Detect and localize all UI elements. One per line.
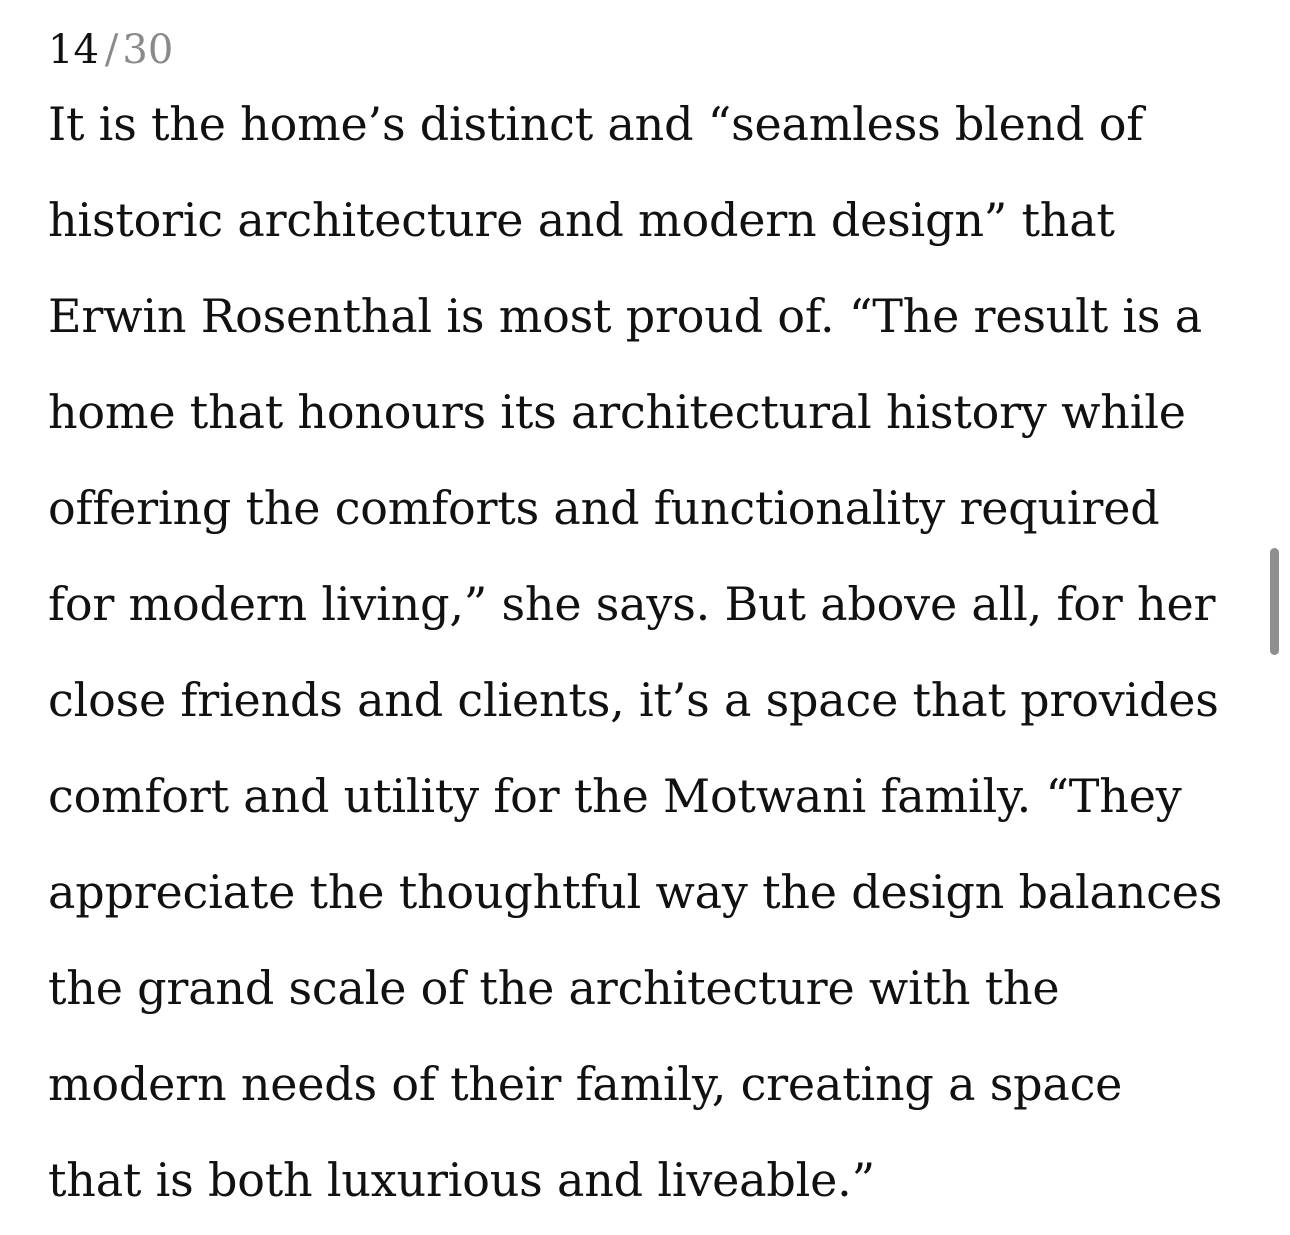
caption-line: the grand scale of the architecture with the (48, 961, 1060, 1015)
caption-line: It is the home’s distinct and “seamless blend of (48, 97, 1144, 151)
caption-line: for modern living,” she says. But above all, for her (48, 577, 1216, 631)
caption-line: appreciate the thoughtful way the design balances (48, 865, 1223, 919)
caption-line: comfort and utility for the Motwani family. “They (48, 769, 1182, 823)
slide-counter-total: 30 (122, 27, 174, 73)
caption-line: close friends and clients, it’s a space that provides (48, 673, 1219, 727)
slide-counter-current: 14 (48, 27, 99, 73)
slide-counter (48, 24, 173, 76)
caption-line: offering the comforts and functionality required (48, 481, 1160, 535)
slide-counter-separator: / (104, 27, 119, 73)
caption-line: Erwin Rosenthal is most proud of. “The result is a (48, 289, 1202, 343)
caption-line: home that honours its architectural history while (48, 385, 1186, 439)
caption-line: historic architecture and modern design” that (48, 193, 1115, 247)
scrollbar-thumb[interactable] (1270, 548, 1279, 655)
caption-line: that is both luxurious and liveable.” (48, 1153, 875, 1207)
caption-line: modern needs of their family, creating a space (48, 1057, 1123, 1111)
caption-text (48, 76, 1248, 1228)
